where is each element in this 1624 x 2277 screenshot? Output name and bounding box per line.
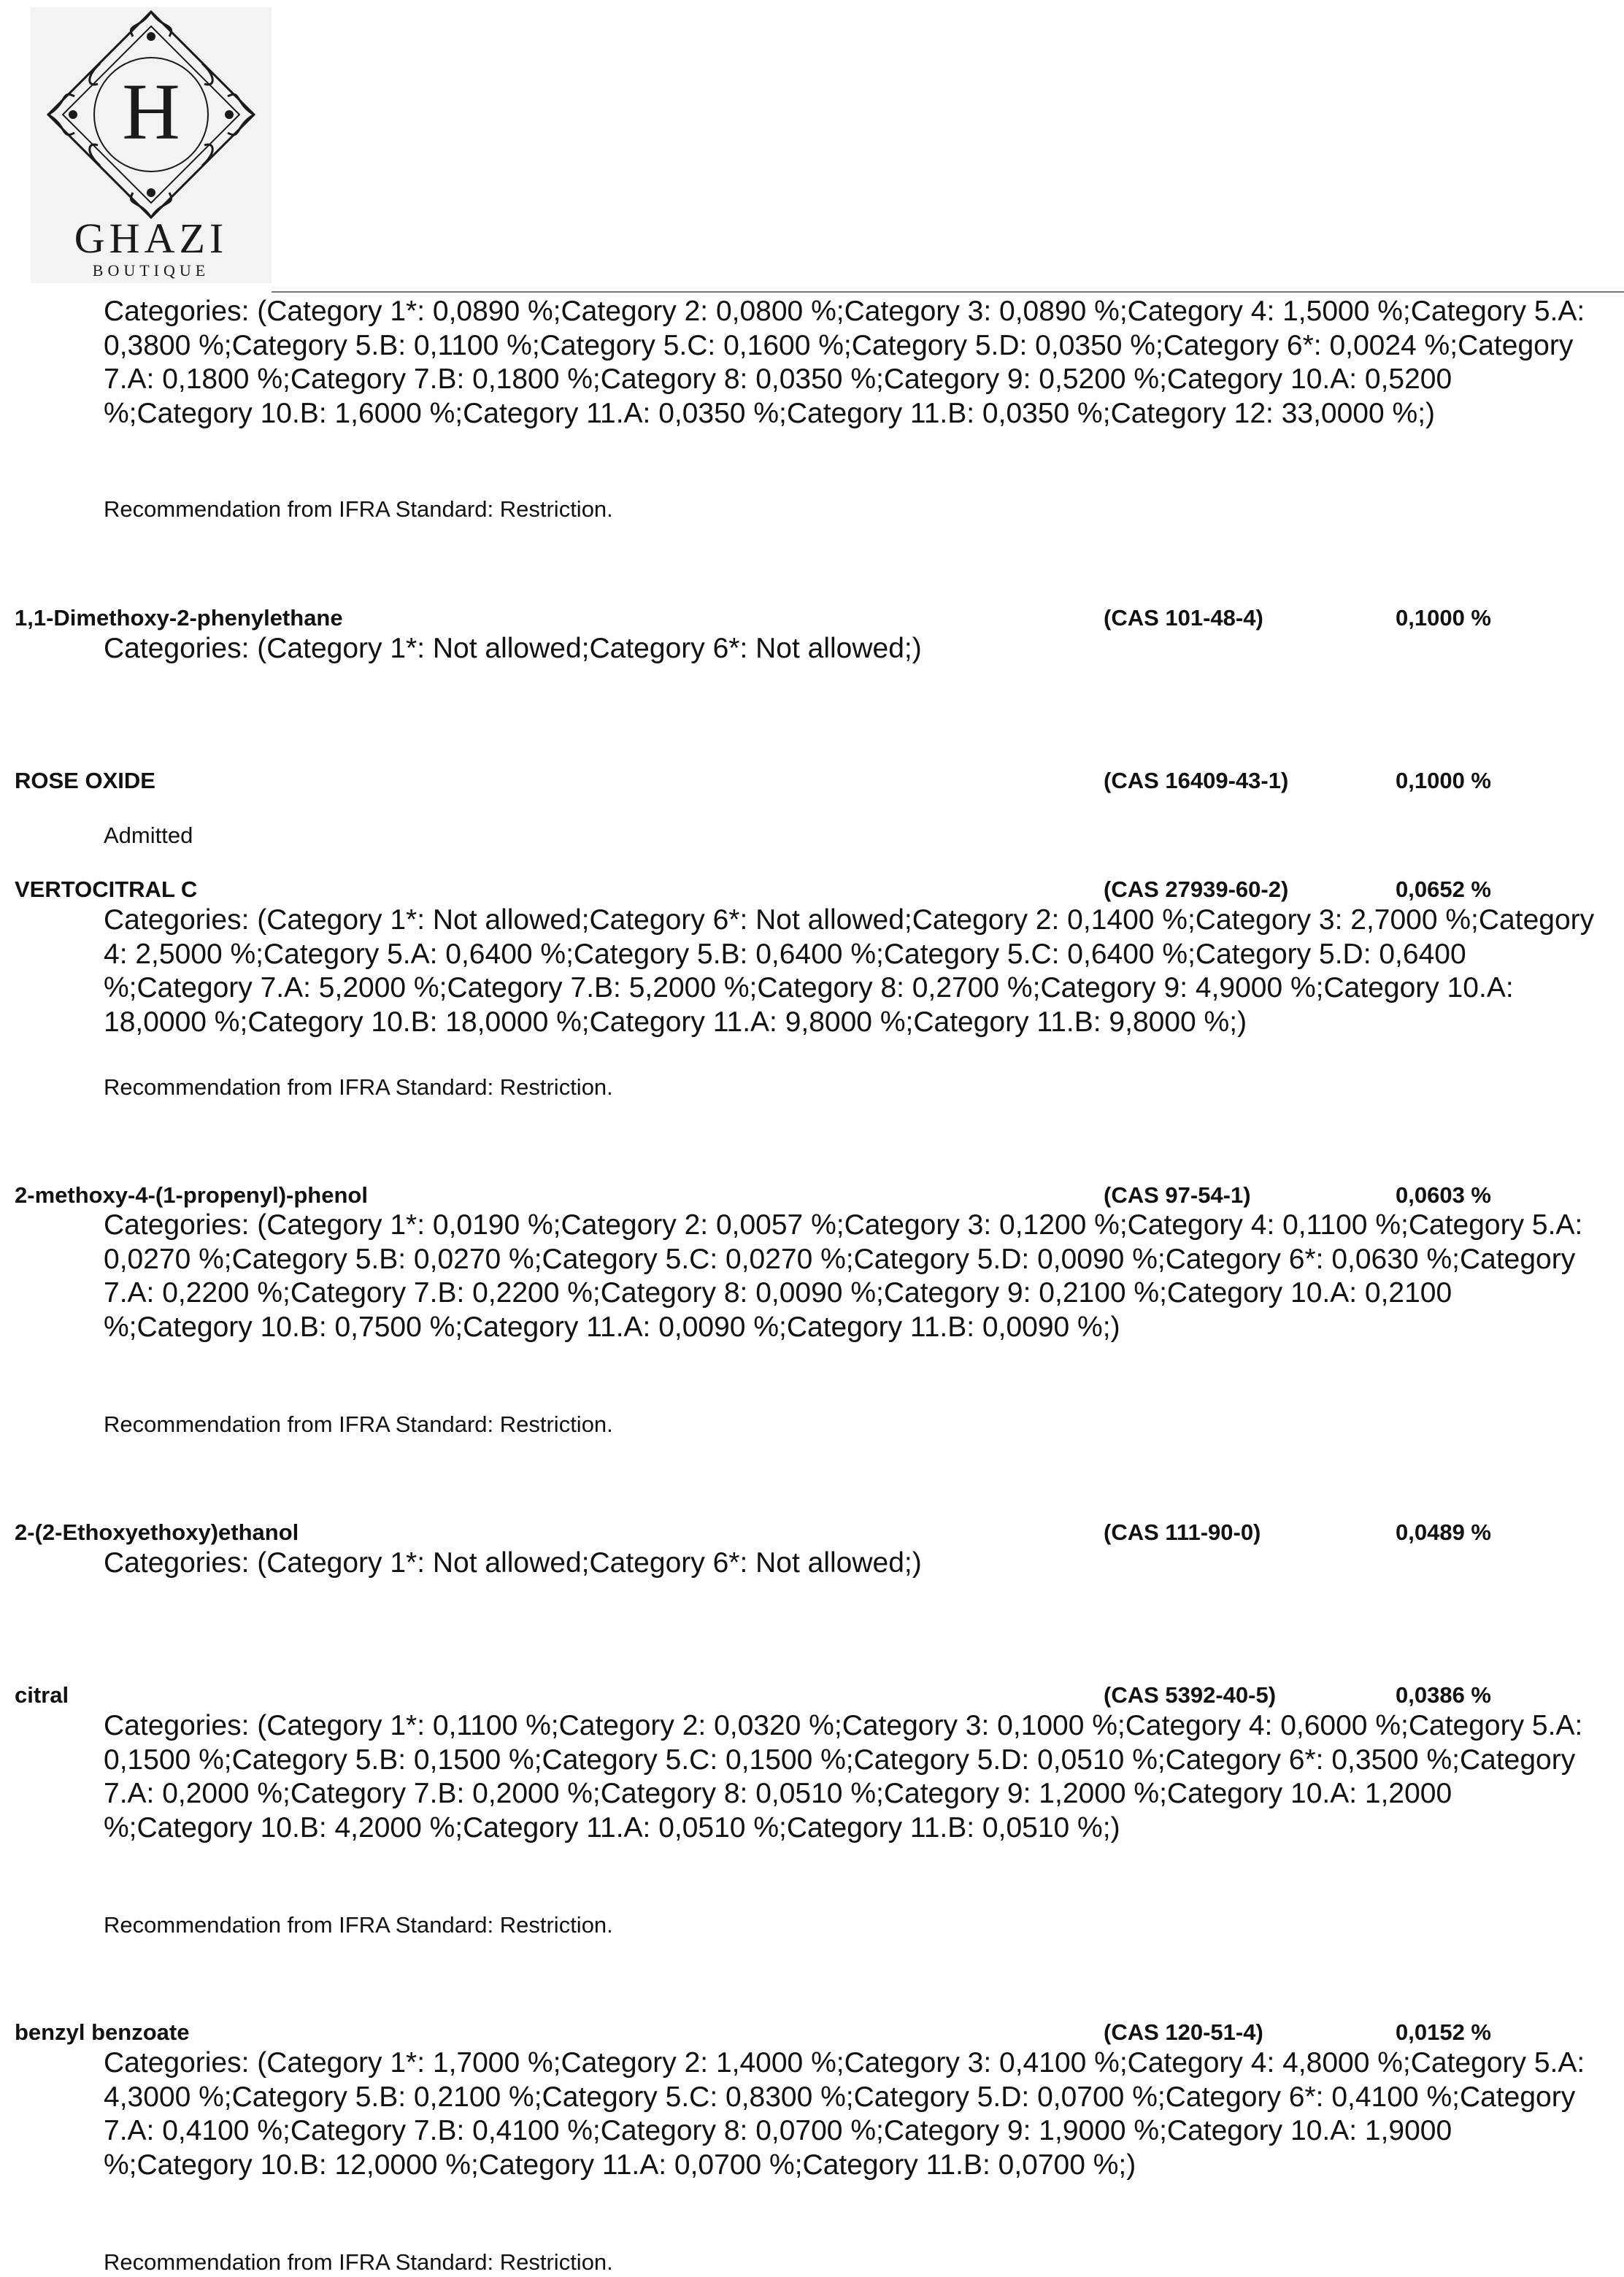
cas-number: (CAS 97-54-1) [1104,1182,1251,1208]
concentration: 0,0489 % [1396,1519,1491,1545]
cas-number: (CAS 5392-40-5) [1104,1682,1277,1708]
intro-categories: Categories: (Category 1*: 0,0890 %;Category 2: 0,0800 %;Category 3: 0,0890 %;Category 4: 1,5000 %;Category 5.A: 0,3800 %;Category 5.B: 0,1100 %;Category 5.C: 0,1600 %;Category 5.D: 0,0350 %;Category 6*: 0,0024 %;Category 7.A: 0,1800 %;Category 7.B: 0,1800 %;Category 8: 0,0350 %;Category 9: 0,5200 %;Category 10.A: 0,5200 %;Category 10.B: 1,6000 %;Category 11.A: 0,0350 %;Category 11.B: 0,0350 %;Category 12: 33,0000 %;) [104,296,1585,429]
cas-number: (CAS 120-51-4) [1104,2019,1263,2045]
ingredient-categories: Categories: (Category 1*: Not allowed;Category 6*: Not allowed;) [104,1547,922,1579]
ingredient-name: citral [15,1682,69,1708]
recommendation: Recommendation from IFRA Standard: Restriction. [104,1411,613,1437]
intro-recommendation: Recommendation from IFRA Standard: Restriction. [104,496,613,522]
ingredient-name: 2-(2-Ethoxyethoxy)ethanol [15,1519,299,1545]
concentration: 0,0652 % [1396,876,1491,902]
logo-letter: H [122,67,180,156]
ingredient-categories: Categories: (Category 1*: 0,0190 %;Category 2: 0,0057 %;Category 3: 0,1200 %;Category 4: 0,1100 %;Category 5.A: 0,0270 %;Category 5.B: 0,0270 %;Category 5.C: 0,0270 %;Category 5.D: 0,0090 %;Category 6*: 0,0630 %;Category 7.A: 0,2200 %;Category 7.B: 0,2200 %;Category 8: 0,0090 %;Category 9: 0,2100 %;Category 10.A: 0,2100 %;Category 10.B: 0,7500 %;Category 11.A: 0,0090 %;Category 11.B: 0,0090 %;) [104,1209,1583,1343]
concentration: 0,0386 % [1396,1682,1491,1708]
ingredient-categories: Categories: (Category 1*: 0,1100 %;Category 2: 0,0320 %;Category 3: 0,1000 %;Category 4: 0,6000 %;Category 5.A: 0,1500 %;Category 5.B: 0,1500 %;Category 5.C: 0,1500 %;Category 5.D: 0,0510 %;Category 6*: 0,3500 %;Category 7.A: 0,2000 %;Category 7.B: 0,2000 %;Category 8: 0,0510 %;Category 9: 1,2000 %;Category 10.A: 1,2000 %;Category 10.B: 4,2000 %;Category 11.A: 0,0510 %;Category 11.B: 0,0510 %;) [104,1710,1583,1843]
ingredient-categories: Categories: (Category 1*: Not allowed;Category 6*: Not allowed;Category 2: 0,1400 %;Category 3: 2,7000 %;Category 4: 2,5000 %;Category 5.A: 0,6400 %;Category 5.B: 0,6400 %;Category 5.C: 0,6400 %;Category 5.D: 0,6400 %;Category 7.A: 5,2000 %;Category 7.B: 5,2000 %;Category 8: 0,2700 %;Category 9: 4,9000 %;Category 10.A: 18,0000 %;Category 10.B: 18,0000 %;Category 11.A: 9,8000 %;Category 11.B: 9,8000 %;) [104,904,1595,1038]
cas-number: (CAS 111-90-0) [1104,1519,1261,1545]
status-admitted: Admitted [104,822,193,848]
cas-number: (CAS 16409-43-1) [1104,768,1289,793]
concentration: 0,0152 % [1396,2019,1491,2045]
concentration: 0,0603 % [1396,1182,1491,1208]
concentration: 0,1000 % [1396,768,1491,793]
ingredient-name: VERTOCITRAL C [15,876,198,902]
brand-logo [31,7,272,283]
brand-tagline: BOUTIQUE [92,261,210,280]
recommendation: Recommendation from IFRA Standard: Restriction. [104,2249,613,2275]
ornament-icon [31,7,272,283]
recommendation: Recommendation from IFRA Standard: Restriction. [104,1074,613,1100]
ingredient-name: benzyl benzoate [15,2019,190,2045]
ingredient-categories: Categories: (Category 1*: Not allowed;Category 6*: Not allowed;) [104,633,922,664]
ingredient-categories: Categories: (Category 1*: 1,7000 %;Category 2: 1,4000 %;Category 3: 0,4100 %;Category 4: 4,8000 %;Category 5.A: 4,3000 %;Category 5.B: 0,2100 %;Category 5.C: 0,8300 %;Category 5.D: 0,0700 %;Category 6*: 0,4100 %;Category 7.A: 0,4100 %;Category 7.B: 0,4100 %;Category 8: 0,0700 %;Category 9: 1,9000 %;Category 10.A: 1,9000 %;Category 10.B: 12,0000 %;Category 11.A: 0,0700 %;Category 11.B: 0,0700 %;) [104,2047,1585,2181]
ingredient-name: 2-methoxy-4-(1-propenyl)-phenol [15,1182,368,1208]
brand-name: GHAZI [74,215,228,262]
cas-number: (CAS 101-48-4) [1104,605,1263,631]
ingredient-name: ROSE OXIDE [15,768,155,793]
ingredient-name: 1,1-Dimethoxy-2-phenylethane [15,605,343,631]
concentration: 0,1000 % [1396,605,1491,631]
header-divider [272,291,1624,293]
cas-number: (CAS 27939-60-2) [1104,876,1289,902]
recommendation: Recommendation from IFRA Standard: Restriction. [104,1912,613,1938]
